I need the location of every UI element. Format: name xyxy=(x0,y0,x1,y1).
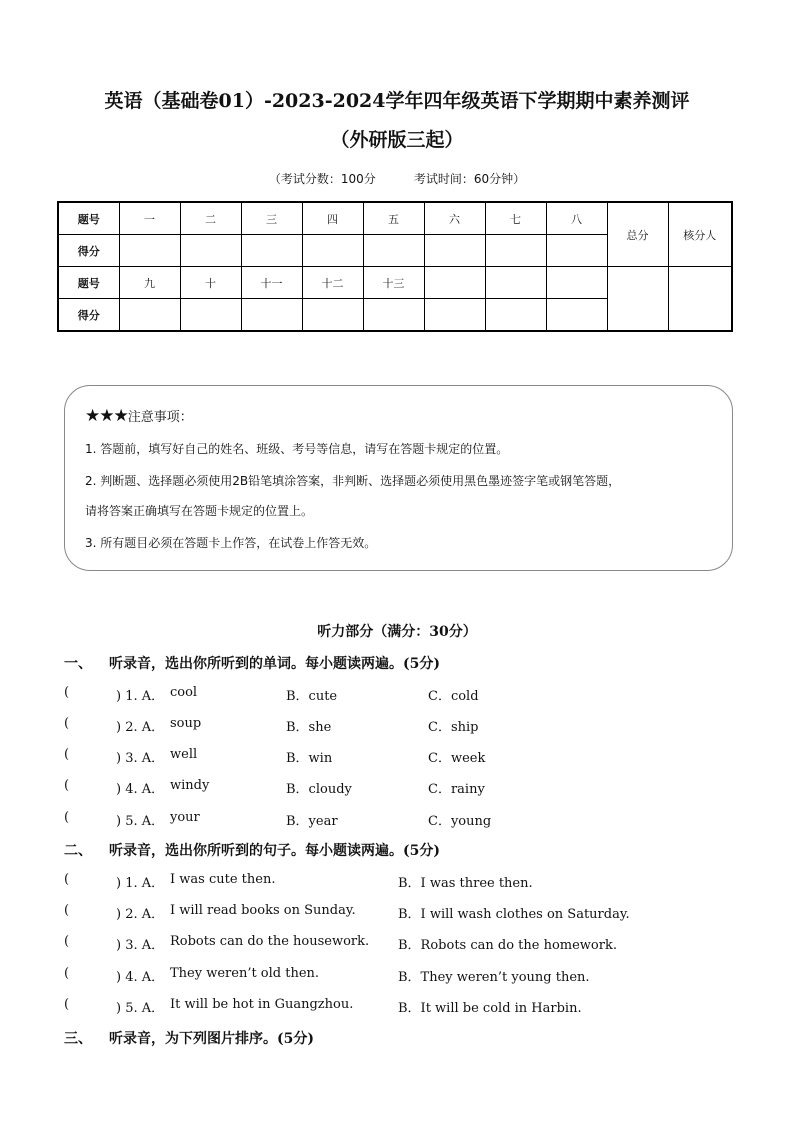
answer-bracket[interactable]: ( xyxy=(64,934,70,949)
question-number: ) 1. A． xyxy=(116,689,165,704)
score-table xyxy=(57,201,733,332)
option-a: well xyxy=(170,747,198,762)
answer-bracket[interactable]: ( xyxy=(64,872,70,887)
part-title: 听录音，选出你所听到的单词。每小题读两遍。(5分) xyxy=(109,656,440,672)
checker-label: 核分人 xyxy=(668,202,732,267)
notice-box xyxy=(64,385,733,571)
question-number: ) 3. A． xyxy=(116,938,165,953)
question-number-cell: 九 xyxy=(119,267,180,299)
score-cell xyxy=(363,299,424,332)
option-a: They weren’t old then. xyxy=(170,966,320,981)
part-number: 三、 xyxy=(64,1031,92,1047)
part-title: 听录音，为下列图片排序。(5分) xyxy=(109,1031,314,1047)
notice-item: 3. 所有题目必须在答题卡上作答，在试卷上作答无效。 xyxy=(85,536,377,550)
score-cell xyxy=(546,299,607,332)
exam-title: 英语（基础卷01）-2023-2024学年四年级英语下学期期中素养测评 xyxy=(104,90,690,112)
option-b: B．cloudy xyxy=(286,782,352,797)
question-number-cell: 四 xyxy=(302,202,363,235)
notice-item: 1. 答题前，填写好自己的姓名、班级、考号等信息，请写在答题卡规定的位置。 xyxy=(85,442,509,456)
question-number-cell: 五 xyxy=(363,202,424,235)
option-b: B．Robots can do the homework. xyxy=(398,938,617,953)
question-number-cell: 十三 xyxy=(363,267,424,299)
question-number-cell xyxy=(546,267,607,299)
question-number-label: 题号 xyxy=(58,267,119,299)
answer-bracket[interactable]: ( xyxy=(64,747,70,762)
checker-cell xyxy=(668,267,732,332)
option-a: It will be hot in Guangzhou. xyxy=(170,997,354,1012)
question-number: ) 4. A． xyxy=(116,782,165,797)
option-a: Robots can do the housework. xyxy=(170,934,370,949)
answer-bracket[interactable]: ( xyxy=(64,716,70,731)
answer-bracket[interactable]: ( xyxy=(64,778,70,793)
option-c: C．ship xyxy=(428,720,479,735)
total-score-label: 总分 xyxy=(607,202,668,267)
part-two-heading xyxy=(64,840,440,860)
score-cell xyxy=(119,235,180,267)
score-label: 得分 xyxy=(58,235,119,267)
answer-bracket[interactable]: ( xyxy=(64,685,70,700)
option-a: windy xyxy=(170,778,210,793)
score-info: （考试分数：100分 xyxy=(268,172,376,186)
score-cell xyxy=(180,299,241,332)
question-number: ) 5. A． xyxy=(116,1001,165,1016)
question-number-cell: 三 xyxy=(241,202,302,235)
notice-title: 注意事项： xyxy=(127,410,193,425)
score-cell xyxy=(119,299,180,332)
score-cell xyxy=(424,235,485,267)
option-b: B．win xyxy=(286,751,333,766)
part-three-heading xyxy=(64,1028,314,1048)
option-b: B．It will be cold in Harbin. xyxy=(398,1001,582,1016)
option-b: B．I was three then. xyxy=(398,876,533,891)
question-number-cell: 六 xyxy=(424,202,485,235)
option-b: B．year xyxy=(286,814,338,829)
option-a: soup xyxy=(170,716,202,731)
question-number: ) 5. A． xyxy=(116,814,165,829)
notice-item: 请将答案正确填写在答题卡规定的位置上。 xyxy=(85,504,314,518)
question-number: ) 4. A． xyxy=(116,970,165,985)
option-a: I was cute then. xyxy=(170,872,276,887)
score-cell xyxy=(302,235,363,267)
notice-heading xyxy=(85,406,193,426)
score-cell xyxy=(241,235,302,267)
option-c: C．rainy xyxy=(428,782,485,797)
listening-section-title: 听力部分（满分：30分） xyxy=(317,624,477,640)
answer-bracket[interactable]: ( xyxy=(64,997,70,1012)
option-c: C．cold xyxy=(428,689,479,704)
score-cell xyxy=(241,299,302,332)
score-cell xyxy=(363,235,424,267)
score-cell xyxy=(485,235,546,267)
option-a: I will read books on Sunday. xyxy=(170,903,356,918)
option-c: C．young xyxy=(428,814,492,829)
star-icon: ★★★ xyxy=(85,406,128,426)
question-number-cell: 十二 xyxy=(302,267,363,299)
exam-subtitle: （外研版三起） xyxy=(330,129,464,151)
question-number-cell xyxy=(485,267,546,299)
option-b: B．she xyxy=(286,720,332,735)
question-number: ) 2. A． xyxy=(116,720,165,735)
question-number-cell: 二 xyxy=(180,202,241,235)
exam-info xyxy=(0,170,794,187)
score-label: 得分 xyxy=(58,299,119,332)
score-cell xyxy=(485,299,546,332)
question-number: ) 3. A． xyxy=(116,751,165,766)
notice-item: 2. 判断题、选择题必须使用2B铅笔填涂答案，非判断、选择题必须使用黑色墨迹签字笔或钢笔答题， xyxy=(85,474,621,488)
score-cell xyxy=(180,235,241,267)
question-number-cell: 十一 xyxy=(241,267,302,299)
question-number-cell: 十 xyxy=(180,267,241,299)
question-number-cell: 八 xyxy=(546,202,607,235)
option-b: B．cute xyxy=(286,689,338,704)
total-score-cell xyxy=(607,267,668,332)
option-a: your xyxy=(170,810,200,825)
answer-bracket[interactable]: ( xyxy=(64,903,70,918)
question-number-cell xyxy=(424,267,485,299)
question-number-label: 题号 xyxy=(58,202,119,235)
part-number: 一、 xyxy=(64,656,92,672)
question-number: ) 1. A． xyxy=(116,876,165,891)
question-number-cell: 七 xyxy=(485,202,546,235)
part-title: 听录音，选出你所听到的句子。每小题读两遍。(5分) xyxy=(109,843,440,859)
option-a: cool xyxy=(170,685,198,700)
option-b: B．I will wash clothes on Saturday. xyxy=(398,907,630,922)
score-cell xyxy=(302,299,363,332)
time-info: 考试时间：60分钟） xyxy=(413,172,526,186)
part-one-heading xyxy=(64,653,440,673)
score-cell xyxy=(546,235,607,267)
question-number: ) 2. A． xyxy=(116,907,165,922)
option-c: C．week xyxy=(428,751,486,766)
score-cell xyxy=(424,299,485,332)
answer-bracket[interactable]: ( xyxy=(64,966,70,981)
part-number: 二、 xyxy=(64,843,92,859)
answer-bracket[interactable]: ( xyxy=(64,810,70,825)
option-b: B．They weren’t young then. xyxy=(398,970,590,985)
question-number-cell: 一 xyxy=(119,202,180,235)
